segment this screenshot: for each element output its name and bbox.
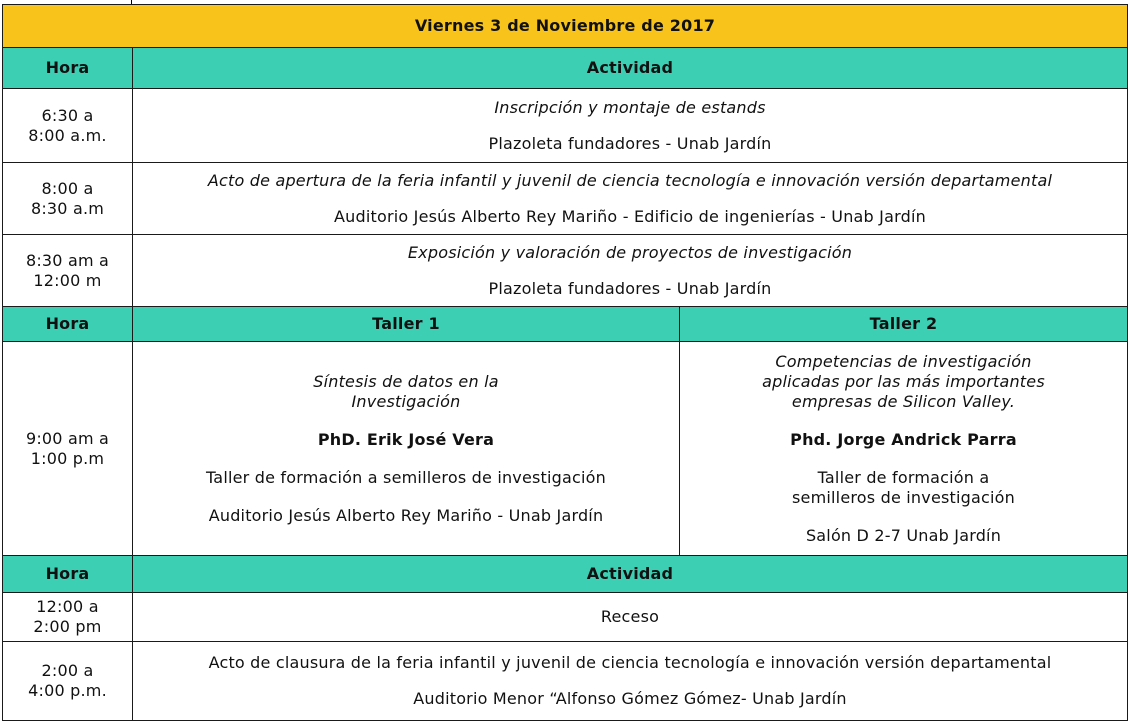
header-actividad: Actividad — [133, 48, 1128, 89]
time-end: 2:00 pm — [33, 617, 102, 636]
taller-1-topic: Síntesis de datos en la — [313, 371, 499, 391]
header-row-tarde — [3, 556, 1128, 593]
time-cell — [3, 593, 133, 642]
title-row — [3, 5, 1128, 48]
header-actividad: Actividad — [133, 556, 1128, 593]
taller-2-cell — [680, 342, 1128, 556]
taller-1-place: Auditorio Jesús Alberto Rey Mariño - Unab Jardín — [208, 505, 604, 525]
time-cell — [3, 163, 133, 235]
table-row-talleres — [3, 342, 1128, 556]
activity-cell — [133, 593, 1128, 642]
taller-2-description: Taller de formación a — [817, 467, 990, 487]
taller-2-topic: empresas de Silicon Valley. — [791, 391, 1016, 411]
activity-cell — [133, 235, 1128, 307]
time-start: 8:30 am a — [25, 250, 110, 270]
activity-name: Exposición y valoración de proyectos de investigación — [407, 242, 853, 262]
activity-name: Inscripción y montaje de estands — [494, 97, 766, 117]
taller-2-description: semilleros de investigación — [792, 487, 1015, 507]
time-start: 8:00 a — [41, 178, 94, 198]
taller-1-speaker: PhD. Erik José Vera — [317, 429, 495, 449]
activity-name: Acto de clausura de la feria infantil y juvenil de ciencia tecnología e innovación versión departamental — [208, 653, 1052, 672]
taller-2-topic: aplicadas por las más importantes — [762, 371, 1045, 391]
table-row — [3, 642, 1128, 721]
taller-2-speaker: Phd. Jorge Andrick Parra — [790, 429, 1017, 449]
taller-1-cell — [133, 342, 680, 556]
schedule-table — [2, 4, 1128, 721]
activity-place: Auditorio Menor “Alfonso Gómez Gómez- Unab Jardín — [413, 689, 847, 708]
header-row-talleres — [3, 307, 1128, 342]
taller-1-description: Taller de formación a semilleros de investigación — [205, 467, 607, 487]
activity-name: Acto de apertura de la feria infantil y juvenil de ciencia tecnología e innovación versión departamental — [207, 170, 1053, 190]
activity-place: Auditorio Jesús Alberto Rey Mariño - Edificio de ingenierías - Unab Jardín — [334, 206, 926, 226]
header-hora: Hora — [3, 48, 133, 89]
activity-cell — [133, 163, 1128, 235]
time-end: 1:00 p.m — [30, 448, 105, 468]
time-end: 12:00 m — [33, 270, 102, 290]
activity-place: Plazoleta fundadores - Unab Jardín — [488, 133, 772, 153]
taller-2-place: Salón D 2-7 Unab Jardín — [805, 525, 1002, 545]
schedule-title: Viernes 3 de Noviembre de 2017 — [3, 5, 1128, 48]
activity-cell — [133, 642, 1128, 721]
time-start: 9:00 am a — [25, 428, 110, 448]
time-cell — [3, 89, 133, 163]
time-start: 6:30 a — [41, 105, 94, 125]
time-start: 12:00 a — [36, 597, 99, 616]
taller-2-topic: Competencias de investigación — [775, 351, 1032, 371]
header-hora: Hora — [3, 307, 133, 342]
header-taller-1: Taller 1 — [133, 307, 680, 342]
header-hora: Hora — [3, 556, 133, 593]
table-row — [3, 89, 1128, 163]
time-end: 8:30 a.m — [30, 198, 105, 218]
time-start: 2:00 a — [41, 661, 94, 680]
time-end: 4:00 p.m. — [28, 681, 107, 700]
table-row — [3, 593, 1128, 642]
activity-name: Receso — [600, 607, 660, 626]
table-row — [3, 235, 1128, 307]
time-end: 8:00 a.m. — [28, 125, 107, 145]
time-cell — [3, 642, 133, 721]
taller-1-topic: Investigación — [351, 391, 461, 411]
activity-cell — [133, 89, 1128, 163]
time-cell — [3, 342, 133, 556]
table-row — [3, 163, 1128, 235]
header-taller-2: Taller 2 — [680, 307, 1128, 342]
activity-place: Plazoleta fundadores - Unab Jardín — [488, 278, 772, 298]
time-cell — [3, 235, 133, 307]
header-row — [3, 48, 1128, 89]
